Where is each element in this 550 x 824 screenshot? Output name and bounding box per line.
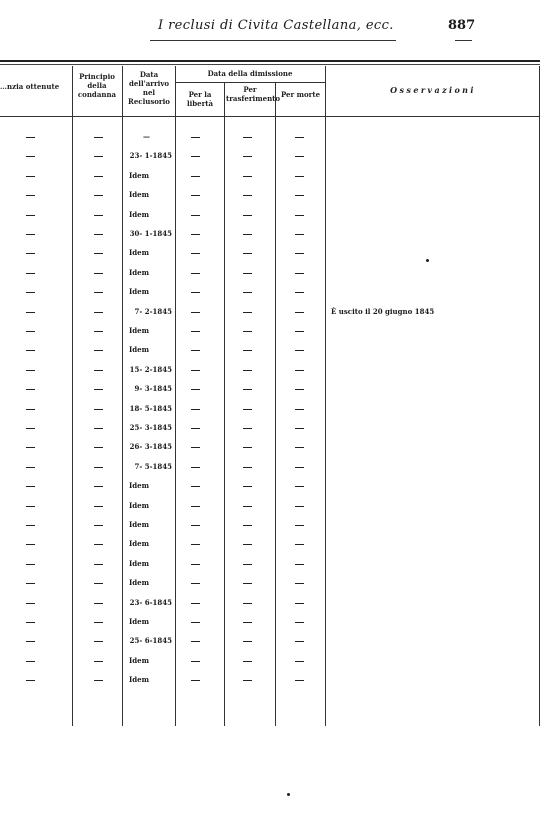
em-dash-cell <box>94 215 103 216</box>
em-dash-cell <box>26 331 35 332</box>
arrival-date-cell: Idem <box>129 656 150 665</box>
em-dash-cell <box>243 622 252 623</box>
page-number: 887 <box>448 18 476 33</box>
em-dash-cell <box>295 622 304 623</box>
em-dash-cell <box>295 389 304 390</box>
column-divider <box>175 66 176 726</box>
em-dash-cell <box>295 641 304 642</box>
arrival-date-cell: Idem <box>129 559 150 568</box>
running-head-title: I reclusi di Civita Castellana, ecc. <box>158 18 394 33</box>
em-dash-cell <box>243 428 252 429</box>
table-top-rule-thin <box>0 64 540 65</box>
header-principio-condanna: Principio della condanna <box>77 72 117 99</box>
em-dash-cell <box>243 370 252 371</box>
em-dash-cell <box>243 331 252 332</box>
arrival-date-cell: — <box>143 132 150 141</box>
em-dash-cell <box>94 622 103 623</box>
em-dash-cell <box>94 506 103 507</box>
em-dash-cell <box>191 137 200 138</box>
arrival-date-cell: Idem <box>129 248 150 257</box>
em-dash-cell <box>243 409 252 410</box>
em-dash-cell <box>191 195 200 196</box>
subcolumn-divider <box>224 82 225 116</box>
em-dash-cell <box>243 544 252 545</box>
em-dash-cell <box>243 176 252 177</box>
arrival-date-cell: Idem <box>129 287 150 296</box>
em-dash-cell <box>26 195 35 196</box>
page-number-rule <box>455 40 472 41</box>
running-head-rule <box>150 40 396 41</box>
ink-speck <box>287 793 290 796</box>
em-dash-cell <box>243 312 252 313</box>
em-dash-cell <box>26 680 35 681</box>
em-dash-cell <box>295 273 304 274</box>
em-dash-cell <box>243 680 252 681</box>
em-dash-cell <box>295 506 304 507</box>
arrival-date-cell: Idem <box>129 190 150 199</box>
em-dash-cell <box>191 525 200 526</box>
em-dash-cell <box>295 583 304 584</box>
running-head <box>0 14 550 38</box>
em-dash-cell <box>26 176 35 177</box>
em-dash-cell <box>191 409 200 410</box>
em-dash-cell <box>295 370 304 371</box>
em-dash-cell <box>94 176 103 177</box>
header-per-trasferimento: Per trasferimento <box>226 85 281 103</box>
arrival-date-cell: Idem <box>129 345 150 354</box>
em-dash-cell <box>191 506 200 507</box>
em-dash-cell <box>26 486 35 487</box>
em-dash-cell <box>243 215 252 216</box>
em-dash-cell <box>243 467 252 468</box>
em-dash-cell <box>94 544 103 545</box>
em-dash-cell <box>191 292 200 293</box>
em-dash-cell <box>191 312 200 313</box>
em-dash-cell <box>295 680 304 681</box>
em-dash-cell <box>191 176 200 177</box>
em-dash-cell <box>243 350 252 351</box>
column-divider <box>224 116 225 726</box>
em-dash-cell <box>26 525 35 526</box>
em-dash-cell <box>243 195 252 196</box>
em-dash-cell <box>295 447 304 448</box>
arrival-date-cell: 26- 3-1845 <box>129 442 172 451</box>
arrival-date-cell: 9- 3-1845 <box>134 384 172 393</box>
em-dash-cell <box>191 641 200 642</box>
em-dash-cell <box>191 583 200 584</box>
arrival-date-cell: 23- 6-1845 <box>129 598 172 607</box>
em-dash-cell <box>94 661 103 662</box>
em-dash-cell <box>295 156 304 157</box>
em-dash-cell <box>295 486 304 487</box>
em-dash-cell <box>94 137 103 138</box>
header-osservazioni: Osservazioni <box>390 85 476 95</box>
em-dash-cell <box>94 253 103 254</box>
em-dash-cell <box>243 137 252 138</box>
arrival-date-cell: 18- 5-1845 <box>129 404 172 413</box>
em-dash-cell <box>295 215 304 216</box>
em-dash-cell <box>243 447 252 448</box>
em-dash-cell <box>295 603 304 604</box>
arrival-date-cell: Idem <box>129 326 150 335</box>
em-dash-cell <box>191 467 200 468</box>
em-dash-cell <box>295 467 304 468</box>
observation-note: È uscito il 20 giugno 1845 <box>331 307 435 316</box>
em-dash-cell <box>94 680 103 681</box>
em-dash-cell <box>191 486 200 487</box>
em-dash-cell <box>243 389 252 390</box>
em-dash-cell <box>295 525 304 526</box>
em-dash-cell <box>295 137 304 138</box>
em-dash-cell <box>191 331 200 332</box>
em-dash-cell <box>26 137 35 138</box>
em-dash-cell <box>191 215 200 216</box>
arrival-date-cell: Idem <box>129 481 150 490</box>
arrival-date-cell: 25- 3-1845 <box>129 423 172 432</box>
em-dash-cell <box>26 583 35 584</box>
em-dash-cell <box>191 564 200 565</box>
em-dash-cell <box>26 622 35 623</box>
em-dash-cell <box>94 292 103 293</box>
em-dash-cell <box>295 544 304 545</box>
dismissal-group-underline <box>175 82 325 83</box>
em-dash-cell <box>94 564 103 565</box>
arrival-date-cell: 25- 6-1845 <box>129 636 172 645</box>
em-dash-cell <box>191 234 200 235</box>
em-dash-cell <box>295 409 304 410</box>
em-dash-cell <box>243 564 252 565</box>
em-dash-cell <box>191 273 200 274</box>
column-divider <box>539 66 540 726</box>
arrival-date-cell: Idem <box>129 268 150 277</box>
em-dash-cell <box>191 156 200 157</box>
em-dash-cell <box>295 234 304 235</box>
em-dash-cell <box>26 273 35 274</box>
em-dash-cell <box>295 195 304 196</box>
em-dash-cell <box>295 312 304 313</box>
header-bottom-rule <box>0 116 540 117</box>
em-dash-cell <box>26 564 35 565</box>
em-dash-cell <box>26 292 35 293</box>
em-dash-cell <box>243 156 252 157</box>
arrival-date-cell: Idem <box>129 520 150 529</box>
em-dash-cell <box>191 680 200 681</box>
em-dash-cell <box>243 641 252 642</box>
arrival-date-cell: Idem <box>129 171 150 180</box>
column-divider <box>325 66 326 726</box>
column-divider <box>72 66 73 726</box>
arrival-date-cell: Idem <box>129 617 150 626</box>
em-dash-cell <box>295 253 304 254</box>
em-dash-cell <box>191 350 200 351</box>
arrival-date-cell: 23- 1-1845 <box>129 151 172 160</box>
arrival-date-cell: Idem <box>129 675 150 684</box>
em-dash-cell <box>191 544 200 545</box>
em-dash-cell <box>26 215 35 216</box>
em-dash-cell <box>26 506 35 507</box>
arrival-date-cell: 15- 2-1845 <box>129 365 172 374</box>
em-dash-cell <box>191 370 200 371</box>
em-dash-cell <box>243 525 252 526</box>
arrival-date-cell: Idem <box>129 578 150 587</box>
em-dash-cell <box>295 564 304 565</box>
em-dash-cell <box>26 350 35 351</box>
em-dash-cell <box>295 661 304 662</box>
table-top-rule <box>0 60 540 62</box>
arrival-date-cell: Idem <box>129 501 150 510</box>
em-dash-cell <box>295 331 304 332</box>
em-dash-cell <box>191 447 200 448</box>
em-dash-cell <box>26 253 35 254</box>
em-dash-cell <box>94 195 103 196</box>
em-dash-cell <box>94 273 103 274</box>
em-dash-cell <box>26 544 35 545</box>
header-data-arrivo: Data dell'arrivo nel Reclusorio <box>128 70 170 106</box>
header-per-morte: Per morte <box>280 90 321 99</box>
em-dash-cell <box>243 273 252 274</box>
arrival-date-cell: 30- 1-1845 <box>129 229 172 238</box>
em-dash-cell <box>243 506 252 507</box>
em-dash-cell <box>94 350 103 351</box>
em-dash-cell <box>243 253 252 254</box>
em-dash-cell <box>191 389 200 390</box>
header-c0: …nzia ottenute <box>0 82 60 91</box>
em-dash-cell <box>243 583 252 584</box>
header-data-dimissione: Data della dimissione <box>207 69 293 78</box>
em-dash-cell <box>243 486 252 487</box>
em-dash-cell <box>191 428 200 429</box>
em-dash-cell <box>94 486 103 487</box>
arrival-date-cell: Idem <box>129 210 150 219</box>
arrival-date-cell: Idem <box>129 539 150 548</box>
em-dash-cell <box>94 525 103 526</box>
em-dash-cell <box>295 292 304 293</box>
ink-speck <box>426 259 429 262</box>
em-dash-cell <box>295 176 304 177</box>
arrival-date-cell: 7- 2-1845 <box>134 307 172 316</box>
em-dash-cell <box>243 234 252 235</box>
em-dash-cell <box>243 661 252 662</box>
arrival-date-cell: 7- 5-1845 <box>134 462 172 471</box>
column-divider <box>275 116 276 726</box>
em-dash-cell <box>94 331 103 332</box>
em-dash-cell <box>94 583 103 584</box>
em-dash-cell <box>191 661 200 662</box>
em-dash-cell <box>295 350 304 351</box>
em-dash-cell <box>243 603 252 604</box>
register-table <box>0 60 550 730</box>
em-dash-cell <box>243 292 252 293</box>
header-per-liberta: Per la libertà <box>186 90 214 108</box>
column-divider <box>122 66 123 726</box>
em-dash-cell <box>295 428 304 429</box>
em-dash-cell <box>191 603 200 604</box>
em-dash-cell <box>191 253 200 254</box>
em-dash-cell <box>191 622 200 623</box>
em-dash-cell <box>26 661 35 662</box>
